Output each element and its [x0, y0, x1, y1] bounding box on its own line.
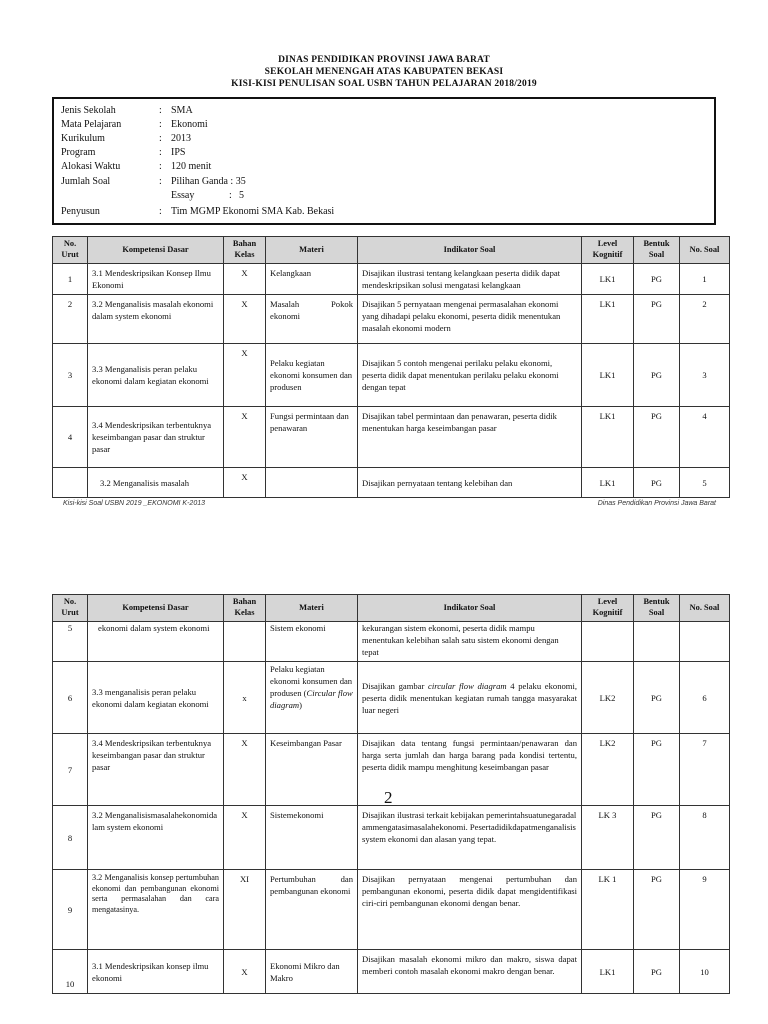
- cell-bentuk: PG: [634, 344, 680, 407]
- info-value: SMA: [171, 105, 193, 116]
- cell-bentuk: PG: [634, 870, 680, 950]
- cell-kelas: X: [224, 734, 266, 806]
- info-value: IPS: [171, 147, 186, 158]
- cell-kelas: X: [224, 950, 266, 994]
- info-colon: :: [159, 161, 162, 172]
- cell-no: 4: [53, 407, 88, 468]
- cell-no-soal: 10: [680, 950, 730, 994]
- info-colon: :: [159, 133, 162, 144]
- cell-kd: 3.4 Mendeskripsikan terbentuknya keseimbangan pasar dan struktur pasar: [88, 407, 224, 468]
- footer-left: Kisi-kisi Soal USBN 2019 _EKONOMI K-2013: [63, 500, 205, 507]
- cell-bentuk: [634, 622, 680, 662]
- cell-kelas: X: [224, 468, 266, 498]
- table-header-row: [53, 595, 730, 622]
- materi-italic: Circular flow diagram: [270, 688, 353, 711]
- info-label: Program: [61, 147, 96, 158]
- cell-no-soal: 9: [680, 870, 730, 950]
- cell-level: LK 1: [582, 870, 634, 950]
- col-bentuk: Bentuk Soal: [634, 595, 680, 622]
- cell-kelas: XI: [224, 870, 266, 950]
- col-materi: Materi: [266, 237, 358, 264]
- cell-indikator: Disajikan ilustrasi tentang kelangkaan peserta didik dapat mendeskripsikan solusi mengatasi kelangkaan: [358, 264, 582, 295]
- cell-level: LK1: [582, 264, 634, 295]
- cell-materi: Ekonomi Mikro dan Makro: [266, 950, 358, 994]
- table-row: [53, 950, 730, 994]
- cell-kelas: X: [224, 806, 266, 870]
- cell-no: 5: [53, 622, 88, 662]
- cell-kd: 3.3 Menganalisis peran pelaku ekonomi dalam kegiatan ekonomi: [88, 344, 224, 407]
- cell-no: 9: [53, 870, 88, 950]
- cell-kelas: X: [224, 407, 266, 468]
- cell-kd: 3.2 Menganalisis konsep pertumbuhan ekonomi dan pembangunan ekonomi serta permasalahan dan cara mengatasinya.: [88, 870, 224, 950]
- indikator-post: 4 pelaku ekonomi, peserta didik menentukan kegiatan rumah tangga masyarakat luar negeri: [362, 680, 578, 715]
- cell-indikator: Disajikan 5 contoh mengenai perilaku pelaku ekonomi, peserta didik dapat menentukan perilaku pelaku ekonomi dengan tepat: [358, 344, 582, 407]
- cell-indikator: Disajikan 5 pernyataan mengenai permasalahan ekonomi yang dihadapi pelaku ekonomi, peserta didik menentukan masalah ekonomi modern: [358, 295, 582, 344]
- info-colon: :: [229, 190, 232, 201]
- info-value: Pilihan Ganda : 35: [171, 176, 246, 187]
- info-label: Alokasi Waktu: [61, 161, 121, 172]
- page-number: 2: [384, 788, 393, 807]
- cell-kd: 3.2 Menganalisis masalah ekonomi dalam system ekonomi: [88, 295, 224, 344]
- identity-box: [52, 97, 716, 225]
- col-level: Level Kognitif: [582, 595, 634, 622]
- cell-kd: 3.1 Mendeskripsikan konsep ilmu ekonomi: [88, 950, 224, 994]
- cell-kd: 3.2 Menganalisismasalahekonomidalam system ekonomi: [88, 806, 224, 870]
- col-indikator: Indikator Soal: [358, 237, 582, 264]
- col-no-urut: No. Urut: [53, 237, 88, 264]
- info-value: Tim MGMP Ekonomi SMA Kab. Bekasi: [171, 206, 335, 217]
- col-kompetensi: Kompetensi Dasar: [88, 595, 224, 622]
- info-label: Jenis Sekolah: [61, 105, 116, 116]
- cell-kelas: X: [224, 344, 266, 407]
- cell-kelas: X: [224, 295, 266, 344]
- cell-indikator: Disajikan tabel permintaan dan penawaran, peserta didik menentukan harga keseimbangan pasar: [358, 407, 582, 468]
- indikator-italic: circular flow diagram: [428, 680, 507, 691]
- essay-value: 5: [239, 190, 244, 201]
- essay-label: Essay: [171, 190, 195, 201]
- info-label: Mata Pelajaran: [61, 119, 122, 130]
- col-no-urut: No. Urut: [53, 595, 88, 622]
- cell-indikator: Disajikan data tentang fungsi permintaan/penawaran dan harga serta jumlah dan harga barang pada kondisi tertentu, peserta didik mampu menghitung keseimbangan pasar: [358, 734, 582, 806]
- info-colon: :: [159, 105, 162, 116]
- info-colon: :: [159, 206, 162, 217]
- cell-indikator: [358, 662, 582, 734]
- cell-indikator: kekurangan sistem ekonomi, peserta didik mampu menentukan kelebihan salah satu sistem ekonomi dengan tepat: [358, 622, 582, 662]
- indikator-pre: Disajikan gambar: [362, 680, 429, 691]
- cell-materi: Kelangkaan: [266, 264, 358, 295]
- cell-no: [53, 468, 88, 498]
- table-row: [53, 806, 730, 870]
- cell-no-soal: 4: [680, 407, 730, 468]
- doc-title-2: SEKOLAH MENENGAH ATAS KABUPATEN BEKASI: [264, 67, 504, 77]
- materi-text: Pelaku kegiatan ekonomi konsumen dan produsen: [270, 664, 353, 699]
- info-label: Penyusun: [61, 206, 100, 217]
- cell-bentuk: PG: [634, 264, 680, 295]
- table-row: [53, 344, 730, 407]
- col-materi: Materi: [266, 595, 358, 622]
- cell-kd: 3.3 menganalisis peran pelaku ekonomi dalam kegiatan ekonomi: [88, 662, 224, 734]
- col-level: Level Kognitif: [582, 237, 634, 264]
- info-value: Ekonomi: [171, 119, 208, 130]
- info-value: 2013: [171, 133, 191, 144]
- info-essay: [171, 190, 244, 201]
- kisi-table-page1: [52, 236, 730, 498]
- cell-no: 1: [53, 264, 88, 295]
- table-row: [53, 622, 730, 662]
- info-value: 120 menit: [171, 161, 212, 172]
- cell-materi: Pelaku kegiatan ekonomi konsumen dan produsen: [266, 344, 358, 407]
- cell-level: LK1: [582, 468, 634, 498]
- doc-title-1: DINAS PENDIDIKAN PROVINSI JAWA BARAT: [278, 55, 490, 65]
- table-row: [53, 870, 730, 950]
- cell-indikator: Disajikan pernyataan mengenai pertumbuhan dan pembangunan ekonomi, peserta didik dapat mengidentifikasi ciri-ciri pembangunan ekonomi dengan benar.: [358, 870, 582, 950]
- cell-level: LK 3: [582, 806, 634, 870]
- info-label: Kurikulum: [61, 133, 105, 144]
- cell-kd: 3.4 Mendeskripsikan terbentuknya keseimbangan pasar dan struktur pasar: [88, 734, 224, 806]
- cell-materi: Sistem ekonomi: [266, 622, 358, 662]
- cell-materi: Fungsi permintaan dan penawaran: [266, 407, 358, 468]
- cell-no: 2: [53, 295, 88, 344]
- col-indikator: Indikator Soal: [358, 595, 582, 622]
- col-bahan-kelas: Bahan Kelas: [224, 237, 266, 264]
- col-no-soal: No. Soal: [680, 595, 730, 622]
- cell-materi: Sistemekonomi: [266, 806, 358, 870]
- cell-materi: [266, 468, 358, 498]
- cell-indikator: Disajikan masalah ekonomi mikro dan makro, siswa dapat memberi contoh masalah ekonomi makro dengan benar.: [358, 950, 582, 994]
- cell-materi: Pertumbuhan dan pembangunan ekonomi: [266, 870, 358, 950]
- cell-no: 7: [53, 734, 88, 806]
- table-row: [53, 468, 730, 498]
- cell-bentuk: PG: [634, 734, 680, 806]
- col-bahan-kelas: Bahan Kelas: [224, 595, 266, 622]
- cell-bentuk: PG: [634, 950, 680, 994]
- cell-no-soal: [680, 622, 730, 662]
- table-header-row: [53, 237, 730, 264]
- cell-materi: Pelaku kegiatan ekonomi konsumen dan produsen (Circular flow diagram): [266, 662, 358, 734]
- cell-no-soal: 6: [680, 662, 730, 734]
- table-row: [53, 662, 730, 734]
- cell-level: LK1: [582, 295, 634, 344]
- cell-bentuk: PG: [634, 806, 680, 870]
- cell-no: 8: [53, 806, 88, 870]
- cell-kd: 3.1 Mendeskripsikan Konsep Ilmu Ekonomi: [88, 264, 224, 295]
- table-row: [53, 407, 730, 468]
- table-row: [53, 295, 730, 344]
- cell-indikator: Disajikan ilustrasi terkait kebijakan pemerintahsuatunegaradalammengatasimasalahekonomi. Pesertadidikdapatmenganalisis system ekonomi dan alasan yang tepat.: [358, 806, 582, 870]
- info-colon: :: [159, 119, 162, 130]
- col-kompetensi: Kompetensi Dasar: [88, 237, 224, 264]
- info-label: Jumlah Soal: [61, 176, 111, 187]
- cell-kelas: x: [224, 662, 266, 734]
- info-colon: :: [159, 147, 162, 158]
- cell-no-soal: 7: [680, 734, 730, 806]
- cell-bentuk: PG: [634, 407, 680, 468]
- cell-no-soal: 8: [680, 806, 730, 870]
- cell-kelas: [224, 622, 266, 662]
- cell-no-soal: 2: [680, 295, 730, 344]
- cell-kelas: X: [224, 264, 266, 295]
- info-colon: :: [159, 176, 162, 187]
- cell-no: 3: [53, 344, 88, 407]
- cell-level: LK1: [582, 344, 634, 407]
- cell-no: 6: [53, 662, 88, 734]
- cell-no: 10: [53, 950, 88, 994]
- cell-kd: ekonomi dalam system ekonomi: [88, 622, 224, 662]
- cell-indikator: Disajikan pernyataan tentang kelebihan dan: [358, 468, 582, 498]
- col-bentuk: Bentuk Soal: [634, 237, 680, 264]
- cell-level: LK2: [582, 734, 634, 806]
- cell-no-soal: 3: [680, 344, 730, 407]
- doc-title-3: KISI-KISI PENULISAN SOAL USBN TAHUN PELAJARAN 2018/2019: [231, 79, 537, 89]
- col-no-soal: No. Soal: [680, 237, 730, 264]
- cell-bentuk: PG: [634, 295, 680, 344]
- cell-kd: 3.2 Menganalisis masalah: [88, 468, 224, 498]
- table-row: [53, 264, 730, 295]
- cell-level: LK1: [582, 407, 634, 468]
- cell-materi: Keseimbangan Pasar: [266, 734, 358, 806]
- cell-no-soal: 5: [680, 468, 730, 498]
- cell-level: [582, 622, 634, 662]
- cell-bentuk: PG: [634, 662, 680, 734]
- cell-bentuk: PG: [634, 468, 680, 498]
- footer-right: Dinas Pendidikan Provinsi Jawa Barat: [597, 500, 716, 507]
- cell-level: LK1: [582, 950, 634, 994]
- cell-materi: Masalah Pokok ekonomi: [266, 295, 358, 344]
- cell-level: LK2: [582, 662, 634, 734]
- cell-no-soal: 1: [680, 264, 730, 295]
